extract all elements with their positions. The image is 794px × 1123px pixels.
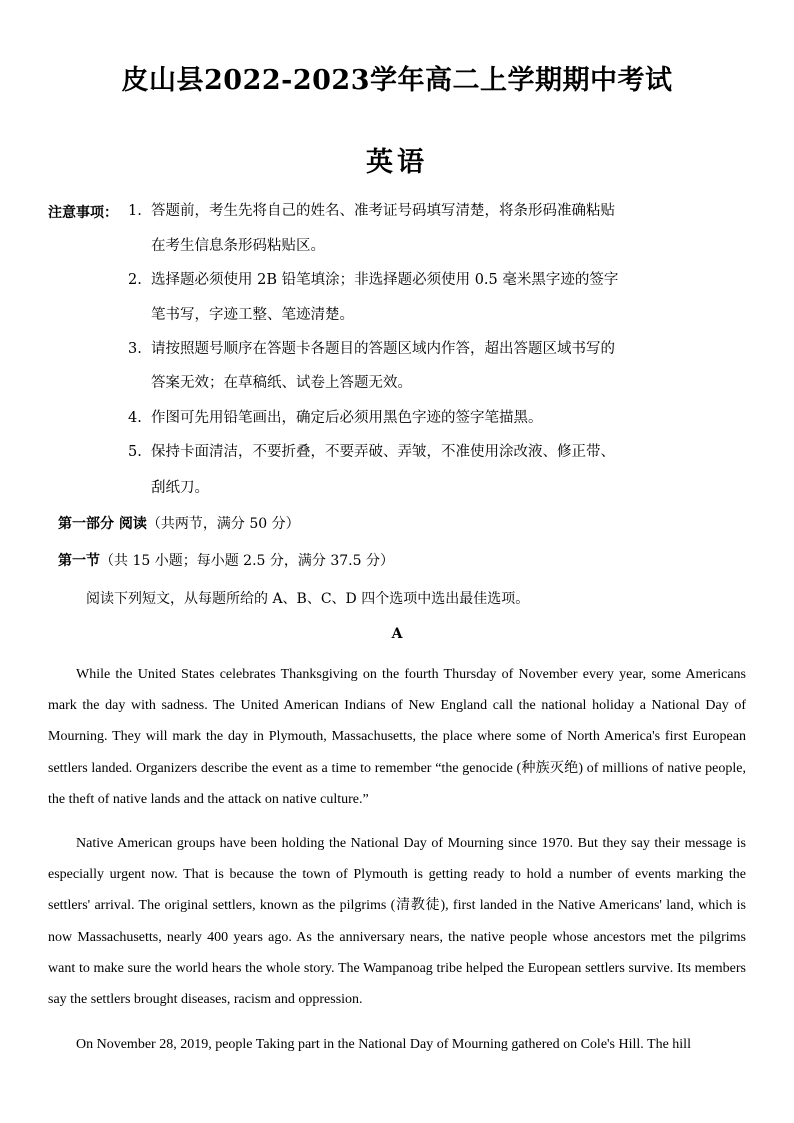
section-one-detail: （共 15 小题；每小题 2.5 分，满分 37.5 分） — [100, 553, 394, 569]
notice-item-number: 5. — [128, 444, 142, 460]
notice-item-text: 选择题必须使用 2B 铅笔填涂；非选择题必须使用 0.5 毫米黑字迹的签字 — [151, 272, 619, 288]
notice-item-number: 3. — [128, 341, 142, 357]
notice-item-text: 作图可先用铅笔画出，确定后必须用黑色字迹的签字笔描黑。 — [151, 410, 543, 426]
notice-item-text: 请按照题号顺序在答题卡各题目的答题区域内作答，超出答题区域书写的 — [151, 341, 615, 357]
passage-paragraph-1: While the United States celebrates Thanksgiving on the fourth Thursday of November every year, some Americans mark the day with sadness. The United American Indians of New England call the national holiday a National Day of Mourning. They will mark the day in Plymouth, Massachusetts, the place where some of North America's first European settlers landed. Organizers describe the event as a time to remember “the genocide (种族灭绝) of millions of native people, the theft of native lands and the attack on native culture.” — [48, 667, 746, 807]
notice-item-text: 保持卡面清洁，不要折叠，不要弄破、弄皱，不准使用涂改液、修正带、 — [151, 444, 615, 460]
notice-item-5 — [128, 443, 615, 461]
exam-title: 皮山县2022-2023学年高二上学期期中考试 — [121, 65, 673, 96]
part-one-heading — [58, 513, 300, 533]
notice-item-4 — [128, 409, 543, 427]
section-one-heading — [58, 550, 394, 570]
notice-item-1 — [128, 202, 615, 220]
notice-item-3-continued: 答案无效；在草稿纸、试卷上答题无效。 — [151, 375, 412, 391]
passage-label: A — [391, 626, 403, 642]
passage-paragraph-3: On November 28, 2019, people Taking part in the National Day of Mourning gathered on Cole's Hill. The hill — [76, 1037, 691, 1052]
part-one-detail: （共两节，满分 50 分） — [146, 516, 300, 532]
subject-title: 英语 — [366, 147, 428, 178]
notice-item-number: 4. — [128, 410, 142, 426]
notice-item-2-continued: 笔书写，字迹工整、笔迹清楚。 — [151, 307, 354, 323]
passage-paragraph-2: Native American groups have been holding the National Day of Mourning since 1970. But they say their message is especially urgent now. That is because the town of Plymouth is getting ready to hold a number of events marking the settlers' arrival. The original settlers, known as the pilgrims (清教徒), first landed in the Native Americans' land, which is now Massachusetts, nearly 400 years ago. As the anniversary nears, the native people whose ancestors met the pilgrims want to make sure the world hears the whole story. The Wampanoag tribe helped the European settlers survive. Its members say the settlers brought diseases, racism and oppression. — [48, 836, 746, 1008]
notice-item-5-continued: 刮纸刀。 — [151, 480, 209, 496]
notice-item-1-continued: 在考生信息条形码粘贴区。 — [151, 238, 325, 254]
notice-item-text: 答题前，考生先将自己的姓名、准考证号码填写清楚，将条形码准确粘贴 — [151, 203, 615, 219]
section-one-title: 第一节 — [58, 553, 100, 569]
notice-label: 注意事项： — [48, 205, 118, 221]
notice-item-number: 2. — [128, 272, 142, 288]
part-one-title: 第一部分 阅读 — [58, 516, 147, 532]
notice-item-number: 1. — [128, 203, 142, 219]
notice-item-3 — [128, 340, 615, 358]
reading-instruction: 阅读下列短文，从每题所给的 A、B、C、D 四个选项中选出最佳选项。 — [86, 591, 530, 607]
notice-item-2 — [128, 271, 618, 289]
